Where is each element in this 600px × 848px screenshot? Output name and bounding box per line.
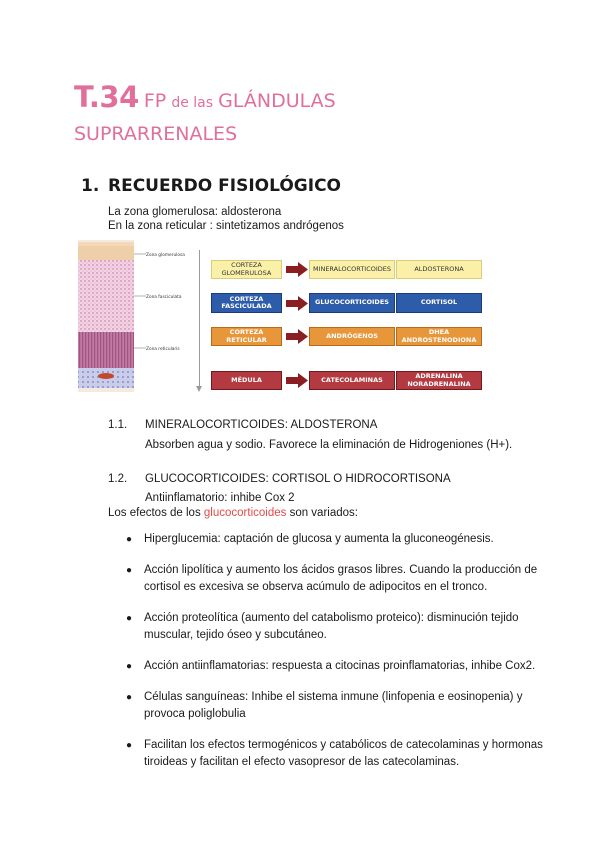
subsection-title: GLUCOCORTICOIDES: CORTISOL O HIDROCORTISONA	[145, 473, 451, 485]
list-item	[126, 737, 546, 771]
subsection-1-2-text: Antiinflamatorio: inhibe Cox 2	[145, 492, 295, 504]
subsection-number: 1.2.	[108, 473, 128, 485]
effects-intro	[108, 507, 358, 519]
depth-arrow-head	[196, 386, 202, 392]
hormone-box-glucocorticoides: GLUCOCORTICOIDES	[309, 293, 395, 313]
effects-prefix: Los efectos de los	[108, 507, 204, 519]
right-arrow-icon	[286, 296, 308, 311]
hormone-box-catecolaminas: CATECOLAMINAS	[309, 371, 395, 390]
right-arrow-icon	[286, 262, 308, 277]
bullet-icon: ●	[126, 692, 133, 703]
list-item	[126, 562, 546, 596]
label-zona-fasciculata: Zona fasciculata	[146, 295, 182, 300]
list-item-text: Acción lipolítica y aumento los ácidos grasos libres. Cuando la producción de cortisol es excesiva se observa acúmulo de adipocitos en el tronco.	[144, 564, 538, 593]
bullet-icon: ●	[126, 661, 133, 672]
title-number: T.34	[74, 80, 139, 114]
subsection-number: 1.1.	[108, 419, 128, 431]
section-title: RECUERDO FISIOLÓGICO	[108, 176, 342, 196]
effects-suffix: son variados:	[286, 507, 358, 519]
list-item-text: Acción proteolítica (aumento del catabolismo proteico): disminución tejido muscular, tejido óseo y subcutáneo.	[144, 612, 519, 641]
depth-arrow-line	[199, 250, 200, 390]
zone-box-fasciculada: CORTEZA FASCICULADA	[211, 293, 282, 313]
bullet-icon: ●	[126, 565, 133, 576]
list-item-text: Células sanguíneas: Inhibe el sistema inmune (linfopenia e eosinopenia) y provoca poliglobulia	[144, 691, 523, 720]
title-fp: FP	[143, 90, 167, 112]
intro-line-1: La zona glomerulosa: aldosterona	[108, 206, 282, 218]
effects-highlight: glucocorticoides	[203, 507, 287, 519]
list-item	[126, 658, 546, 675]
product-box-adrenalina: ADRENALINA NORADRENALINA	[396, 371, 482, 390]
label-zona-reticularis: Zona reticularis	[146, 347, 180, 352]
label-zona-glomerulosa: Zona glomerulosa	[146, 253, 185, 258]
list-item	[126, 689, 546, 723]
effects-list	[126, 531, 546, 785]
zone-box-glomerulosa: CORTEZA GLOMERULOSA	[211, 260, 282, 279]
right-arrow-icon	[286, 373, 308, 388]
list-item-text: Hiperglucemia: captación de glucosa y aumenta la gluconeogénesis.	[144, 533, 494, 545]
product-box-aldosterona: ALDOSTERONA	[396, 260, 482, 279]
zone-box-reticular: CORTEZA RETICULAR	[211, 327, 282, 346]
product-box-dhea: DHEA ANDROSTENODIONA	[396, 327, 482, 346]
hormone-box-androgenos: ANDRÓGENOS	[309, 327, 395, 346]
hormone-box-mineralocorticoides: MINERALOCORTICOIDES	[309, 260, 395, 279]
intro-line-2: En la zona reticular : sintetizamos andrógenos	[108, 220, 344, 232]
document-title	[74, 80, 336, 114]
section-number: 1.	[81, 176, 100, 196]
list-item	[126, 531, 546, 548]
bullet-icon: ●	[126, 740, 133, 751]
document-title-line2: SUPRARRENALES	[74, 123, 238, 145]
title-glandulas: GLÁNDULAS	[218, 90, 336, 112]
subsection-1-2-heading	[108, 473, 558, 489]
subsection-1-1-text: Absorben agua y sodio. Favorece la eliminación de Hidrogeniones (H+).	[145, 439, 513, 451]
title-de: de las	[171, 95, 214, 111]
subsection-1-1-heading	[108, 419, 558, 435]
right-arrow-icon	[286, 329, 308, 344]
zone-box-medula: MÉDULA	[211, 371, 282, 390]
bullet-icon: ●	[126, 613, 133, 624]
list-item	[126, 610, 546, 644]
bullet-icon: ●	[126, 534, 133, 545]
adrenal-histology-image	[76, 240, 203, 392]
section-heading	[81, 176, 341, 196]
subsection-title: MINERALOCORTICOIDES: ALDOSTERONA	[145, 419, 378, 431]
product-box-cortisol: CORTISOL	[396, 293, 482, 313]
list-item-text: Acción antiinflamatorias: respuesta a citocinas proinflamatorias, inhibe Cox2.	[144, 660, 536, 672]
list-item-text: Facilitan los efectos termogénicos y catabólicos de catecolaminas y hormonas tiroideas y facilitan el efecto vasopresor de las catecolaminas.	[144, 739, 543, 768]
